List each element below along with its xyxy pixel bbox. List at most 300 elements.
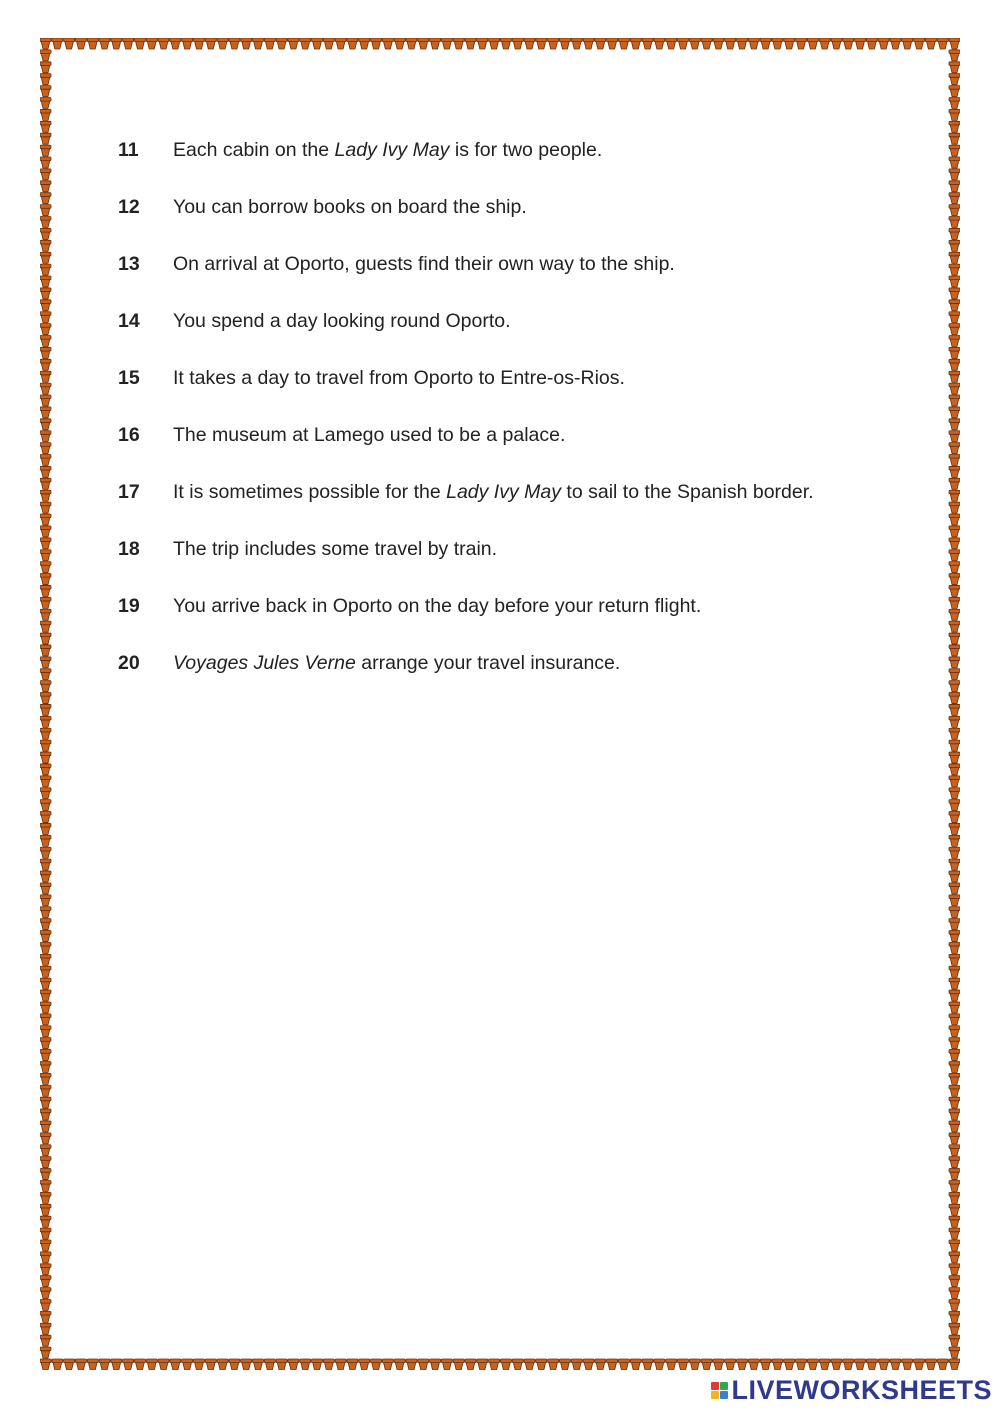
flower-pot-icon <box>949 312 960 323</box>
flower-pot-icon <box>949 562 960 573</box>
flower-pot-icon <box>949 98 960 109</box>
statement-text <box>173 418 565 452</box>
flower-pot-icon <box>571 1359 582 1370</box>
flower-pot-icon <box>40 264 51 275</box>
flower-pot-icon <box>441 1359 452 1370</box>
statement-number: 13 <box>118 253 140 275</box>
flower-pot-icon <box>40 895 51 906</box>
flower-pot-icon <box>949 538 960 549</box>
flower-pot-icon <box>949 716 960 727</box>
flower-pot-icon <box>40 50 51 61</box>
logo-square <box>711 1382 719 1390</box>
flower-pot-icon <box>40 1097 51 1108</box>
flower-pot-icon <box>949 181 960 192</box>
italic-title: Voyages Jules Verne <box>173 652 356 674</box>
flower-pot-icon <box>949 657 960 668</box>
flower-pot-icon <box>430 38 441 49</box>
flower-pot-icon <box>40 966 51 977</box>
statement-14 <box>118 304 938 361</box>
flower-pot-icon <box>52 1359 63 1370</box>
flower-pot-icon <box>949 1014 960 1025</box>
flower-pot-icon <box>430 1359 441 1370</box>
flower-pot-icon <box>40 395 51 406</box>
flower-pot-icon <box>40 931 51 942</box>
flower-pot-icon <box>123 1359 134 1370</box>
flower-pot-icon <box>288 1359 299 1370</box>
flower-pot-icon <box>949 1157 960 1168</box>
flower-pot-icon <box>40 1073 51 1084</box>
flower-pot-icon <box>40 978 51 989</box>
flower-pot-icon <box>229 1359 240 1370</box>
flower-pot-icon <box>489 38 500 49</box>
statement-text <box>173 475 814 509</box>
italic-title: Lady Ivy May <box>446 481 561 503</box>
flower-pot-icon <box>182 1359 193 1370</box>
flower-pot-icon <box>949 1252 960 1263</box>
flower-pot-icon <box>890 1359 901 1370</box>
flower-pot-icon <box>949 978 960 989</box>
flower-pot-icon <box>949 835 960 846</box>
flower-pot-icon <box>949 550 960 561</box>
flower-pot-icon <box>536 38 547 49</box>
flower-pot-icon <box>949 847 960 858</box>
flower-pot-icon <box>40 704 51 715</box>
statement-number: 14 <box>118 310 140 332</box>
flower-pot-icon <box>205 38 216 49</box>
flower-pot-icon <box>323 1359 334 1370</box>
flower-pot-icon <box>949 252 960 263</box>
flower-pot-icon <box>949 621 960 632</box>
flower-pot-icon <box>40 1228 51 1239</box>
flower-pot-icon <box>146 38 157 49</box>
flower-pot-icon <box>949 800 960 811</box>
flower-pot-icon <box>276 1359 287 1370</box>
flower-pot-icon <box>40 193 51 204</box>
flower-pot-icon <box>40 835 51 846</box>
flower-pot-icon <box>949 371 960 382</box>
liveworksheets-logo-icon <box>711 1382 728 1399</box>
flower-pot-icon <box>618 1359 629 1370</box>
flower-pot-icon <box>441 38 452 49</box>
flower-pot-icon <box>40 383 51 394</box>
flower-pot-icon <box>949 788 960 799</box>
flower-pot-icon <box>323 38 334 49</box>
flower-pot-icon <box>40 1145 51 1156</box>
flower-pot-icon <box>949 1133 960 1144</box>
logo-square <box>711 1391 719 1399</box>
flower-pot-icon <box>40 98 51 109</box>
text-part: is for two people. <box>449 139 603 161</box>
flower-pot-icon <box>40 181 51 192</box>
flower-pot-icon <box>347 38 358 49</box>
flower-pot-icon <box>87 38 98 49</box>
flower-pot-icon <box>949 633 960 644</box>
flower-pot-icon <box>40 633 51 644</box>
flower-pot-icon <box>654 1359 665 1370</box>
text-part: The museum at Lamego used to be a palace. <box>173 424 566 446</box>
flower-pot-icon <box>949 823 960 834</box>
flower-pot-icon <box>949 217 960 228</box>
flower-pot-icon <box>500 1359 511 1370</box>
flower-pot-icon <box>949 1180 960 1191</box>
flower-pot-icon <box>772 1359 783 1370</box>
flower-pot-icon <box>40 752 51 763</box>
flower-pot-icon <box>949 1240 960 1251</box>
flower-pot-icon <box>40 324 51 335</box>
flower-pot-icon <box>949 300 960 311</box>
statement-text <box>173 532 497 566</box>
flower-pot-icon <box>465 38 476 49</box>
flower-pot-icon <box>40 1061 51 1072</box>
flower-pot-icon <box>134 38 145 49</box>
flower-pot-icon <box>925 38 936 49</box>
statement-15 <box>118 361 938 418</box>
flower-pot-icon <box>949 919 960 930</box>
flower-pot-icon <box>477 1359 488 1370</box>
text-part: You arrive back in Oporto on the day before your return flight. <box>173 595 702 617</box>
italic-title: Lady Ivy May <box>334 139 450 161</box>
flower-pot-icon <box>819 1359 830 1370</box>
flower-pot-icon <box>949 764 960 775</box>
statement-number: 17 <box>118 481 140 503</box>
statement-text <box>173 133 602 167</box>
flower-pot-icon <box>949 109 960 120</box>
text-part: It is sometimes possible for the <box>173 481 447 503</box>
flower-pot-icon <box>40 1026 51 1037</box>
flower-pot-icon <box>418 38 429 49</box>
flower-pot-icon <box>949 205 960 216</box>
flower-pot-icon <box>949 704 960 715</box>
flower-pot-icon <box>949 1276 960 1287</box>
statement-number: 19 <box>118 595 140 617</box>
flower-pot-icon <box>949 1050 960 1061</box>
flower-pot-icon <box>949 86 960 97</box>
flower-pot-icon <box>949 383 960 394</box>
flower-pot-icon <box>40 109 51 120</box>
flower-pot-icon <box>949 1264 960 1275</box>
flower-pot-icon <box>394 38 405 49</box>
flower-pot-icon <box>264 38 275 49</box>
flower-pot-icon <box>40 942 51 953</box>
flower-pot-icon <box>878 38 889 49</box>
flower-pot-icon <box>949 871 960 882</box>
flower-pot-icon <box>595 38 606 49</box>
flower-pot-icon <box>866 38 877 49</box>
flower-pot-icon <box>40 1264 51 1275</box>
flower-pot-icon <box>40 954 51 965</box>
flower-pot-icon <box>914 1359 925 1370</box>
flower-pot-icon <box>607 38 618 49</box>
flower-pot-icon <box>760 1359 771 1370</box>
flower-pot-icon <box>949 145 960 156</box>
flower-pot-icon <box>500 38 511 49</box>
flower-pot-icon <box>40 169 51 180</box>
flower-pot-icon <box>40 1288 51 1299</box>
flower-pot-icon <box>40 240 51 251</box>
flower-pot-icon <box>40 574 51 585</box>
flower-pot-icon <box>748 38 759 49</box>
flower-pot-icon <box>40 1252 51 1263</box>
flower-pot-icon <box>949 1228 960 1239</box>
flower-pot-icon <box>949 1323 960 1334</box>
flower-pot-icon <box>949 1145 960 1156</box>
statement-number: 18 <box>118 538 140 560</box>
flower-pot-icon <box>40 38 51 49</box>
text-part: It takes a day to travel from Oporto to Entre-os-Rios. <box>173 367 625 389</box>
flower-pot-icon <box>40 919 51 930</box>
flower-pot-icon <box>595 1359 606 1370</box>
flower-pot-icon <box>182 38 193 49</box>
flower-pot-icon <box>111 1359 122 1370</box>
flower-pot-icon <box>949 407 960 418</box>
flower-pot-icon <box>40 585 51 596</box>
flower-pot-icon <box>40 1121 51 1132</box>
flower-pot-icon <box>512 38 523 49</box>
text-part: to sail to the Spanish border. <box>561 481 814 503</box>
flower-pot-icon <box>949 228 960 239</box>
flower-pot-icon <box>40 1038 51 1049</box>
flower-pot-icon <box>241 38 252 49</box>
liveworksheets-logo <box>711 1375 992 1405</box>
flower-pot-icon <box>40 562 51 573</box>
flower-pot-icon <box>949 966 960 977</box>
flower-pot-icon <box>949 859 960 870</box>
flower-pot-icon <box>40 443 51 454</box>
flower-pot-icon <box>949 526 960 537</box>
text-part: You can borrow books on board the ship. <box>173 196 527 218</box>
flower-pot-icon <box>40 86 51 97</box>
flower-pot-icon <box>949 169 960 180</box>
flower-pot-icon <box>347 1359 358 1370</box>
flower-pot-icon <box>949 1216 960 1227</box>
flower-pot-icon <box>949 1061 960 1072</box>
statement-12 <box>118 190 938 247</box>
flower-pot-icon <box>382 38 393 49</box>
flower-pot-icon <box>701 38 712 49</box>
flower-pot-icon <box>40 157 51 168</box>
flower-pot-icon <box>394 1359 405 1370</box>
flower-pot-icon <box>949 193 960 204</box>
flower-pot-icon <box>949 62 960 73</box>
flower-pot-icon <box>40 145 51 156</box>
flower-pot-icon <box>949 38 960 49</box>
flower-pot-icon <box>146 1359 157 1370</box>
flower-pot-icon <box>40 609 51 620</box>
flower-pot-icon <box>193 38 204 49</box>
flower-pot-icon <box>300 38 311 49</box>
flower-pot-icon <box>949 1204 960 1215</box>
flower-pot-icon <box>40 431 51 442</box>
flower-pot-icon <box>40 693 51 704</box>
text-part: arrange your travel insurance. <box>355 652 621 674</box>
flower-pot-icon <box>40 871 51 882</box>
flower-pot-icon <box>689 38 700 49</box>
flower-pot-icon <box>40 1157 51 1168</box>
flower-pot-icon <box>807 1359 818 1370</box>
flower-pot-icon <box>902 38 913 49</box>
flower-pot-icon <box>229 38 240 49</box>
flower-pot-icon <box>40 478 51 489</box>
flower-pot-icon <box>40 907 51 918</box>
flower-pot-icon <box>949 502 960 513</box>
text-part: On arrival at Oporto, guests find their own way to the ship. <box>173 253 675 275</box>
flower-pot-icon <box>772 38 783 49</box>
statement-list <box>118 133 938 703</box>
flower-pot-icon <box>40 1276 51 1287</box>
flower-pot-icon <box>40 538 51 549</box>
flower-pot-icon <box>949 1288 960 1299</box>
flower-pot-icon <box>949 514 960 525</box>
flower-pot-icon <box>170 38 181 49</box>
text-part: The trip includes some travel by train. <box>173 538 498 560</box>
flower-pot-icon <box>371 38 382 49</box>
flower-pot-icon <box>878 1359 889 1370</box>
flower-pot-icon <box>193 1359 204 1370</box>
flower-pot-icon <box>87 1359 98 1370</box>
flower-pot-icon <box>40 1085 51 1096</box>
flower-pot-icon <box>666 38 677 49</box>
flower-pot-icon <box>949 1169 960 1180</box>
statement-13 <box>118 247 938 304</box>
flower-pot-icon <box>418 1359 429 1370</box>
statement-11 <box>118 133 938 190</box>
flower-pot-icon <box>40 669 51 680</box>
flower-pot-icon <box>40 788 51 799</box>
flower-pot-icon <box>40 347 51 358</box>
flower-pot-icon <box>40 276 51 287</box>
flower-pot-icon <box>784 1359 795 1370</box>
flower-pot-icon <box>677 38 688 49</box>
flower-pot-icon <box>713 1359 724 1370</box>
flower-pot-icon <box>949 1038 960 1049</box>
statement-text <box>173 361 625 395</box>
flower-pot-icon <box>75 38 86 49</box>
flower-pot-icon <box>40 597 51 608</box>
flower-pot-icon <box>689 1359 700 1370</box>
flower-pot-icon <box>158 1359 169 1370</box>
flower-pot-icon <box>40 514 51 525</box>
flower-pot-icon <box>40 764 51 775</box>
flower-pot-icon <box>40 1347 51 1358</box>
flower-pot-icon <box>40 1216 51 1227</box>
statement-18 <box>118 532 938 589</box>
flower-pot-icon <box>666 1359 677 1370</box>
flower-pot-icon <box>949 645 960 656</box>
flower-pot-icon <box>312 38 323 49</box>
flower-pot-icon <box>99 38 110 49</box>
flower-pot-icon <box>40 550 51 561</box>
flower-pot-icon <box>748 1359 759 1370</box>
flower-pot-icon <box>489 1359 500 1370</box>
statement-number: 12 <box>118 196 140 218</box>
flower-pot-icon <box>335 38 346 49</box>
flower-pot-icon <box>40 1014 51 1025</box>
flower-pot-icon <box>949 1109 960 1120</box>
flower-pot-icon <box>536 1359 547 1370</box>
flower-pot-icon <box>949 74 960 85</box>
flower-pot-icon <box>855 1359 866 1370</box>
flower-pot-icon <box>701 1359 712 1370</box>
flower-pot-icon <box>760 38 771 49</box>
flower-pot-icon <box>949 954 960 965</box>
flower-pot-icon <box>382 1359 393 1370</box>
statement-20 <box>118 646 938 703</box>
flower-pot-icon <box>949 1299 960 1310</box>
flower-pot-icon <box>524 1359 535 1370</box>
flower-pot-icon <box>312 1359 323 1370</box>
flower-pot-icon <box>40 800 51 811</box>
flower-pot-icon <box>123 38 134 49</box>
flower-pot-icon <box>40 621 51 632</box>
flower-pot-icon <box>40 1323 51 1334</box>
flower-pot-icon <box>40 859 51 870</box>
flower-pot-icon <box>583 38 594 49</box>
flower-pot-icon <box>40 883 51 894</box>
flower-pot-icon <box>406 1359 417 1370</box>
flower-pot-icon <box>40 1133 51 1144</box>
flower-pot-icon <box>725 38 736 49</box>
flower-pot-icon <box>40 1192 51 1203</box>
flower-pot-icon <box>40 812 51 823</box>
flower-pot-icon <box>949 455 960 466</box>
statement-number: 20 <box>118 652 140 674</box>
flower-pot-icon <box>524 38 535 49</box>
flower-pot-icon <box>252 38 263 49</box>
flower-pot-icon <box>796 38 807 49</box>
flower-pot-icon <box>40 740 51 751</box>
flower-pot-icon <box>40 526 51 537</box>
flower-pot-icon <box>807 38 818 49</box>
flower-pot-icon <box>949 133 960 144</box>
flower-pot-icon <box>949 883 960 894</box>
flower-pot-icon <box>40 312 51 323</box>
flower-pot-icon <box>949 466 960 477</box>
flower-pot-icon <box>40 990 51 1001</box>
flower-pot-icon <box>949 895 960 906</box>
flower-pot-icon <box>949 907 960 918</box>
statement-16 <box>118 418 938 475</box>
flower-pot-icon <box>40 1180 51 1191</box>
flower-pot-icon <box>949 609 960 620</box>
flower-pot-icon <box>949 395 960 406</box>
flower-pot-icon <box>737 38 748 49</box>
flower-pot-icon <box>949 693 960 704</box>
flower-pot-icon <box>217 1359 228 1370</box>
flower-pot-icon <box>949 347 960 358</box>
flower-pot-icon <box>40 371 51 382</box>
flower-pot-icon <box>40 681 51 692</box>
flower-pot-icon <box>40 1240 51 1251</box>
logo-square <box>720 1382 728 1390</box>
logo-text: LIVEWORKSHEETS <box>731 1374 992 1405</box>
flower-pot-icon <box>40 1169 51 1180</box>
flower-pot-icon <box>288 38 299 49</box>
flower-pot-icon <box>949 812 960 823</box>
flower-pot-icon <box>949 1335 960 1346</box>
flower-pot-icon <box>40 490 51 501</box>
flower-pot-icon <box>949 1359 960 1370</box>
flower-pot-icon <box>40 645 51 656</box>
flower-pot-icon <box>40 1359 51 1370</box>
flower-pot-icon <box>949 776 960 787</box>
flower-pot-icon <box>949 443 960 454</box>
flower-pot-icon <box>52 38 63 49</box>
flower-pot-icon <box>949 324 960 335</box>
flower-pot-icon <box>40 657 51 668</box>
flower-pot-icon <box>217 38 228 49</box>
flower-pot-icon <box>40 1311 51 1322</box>
flower-pot-icon <box>949 419 960 430</box>
